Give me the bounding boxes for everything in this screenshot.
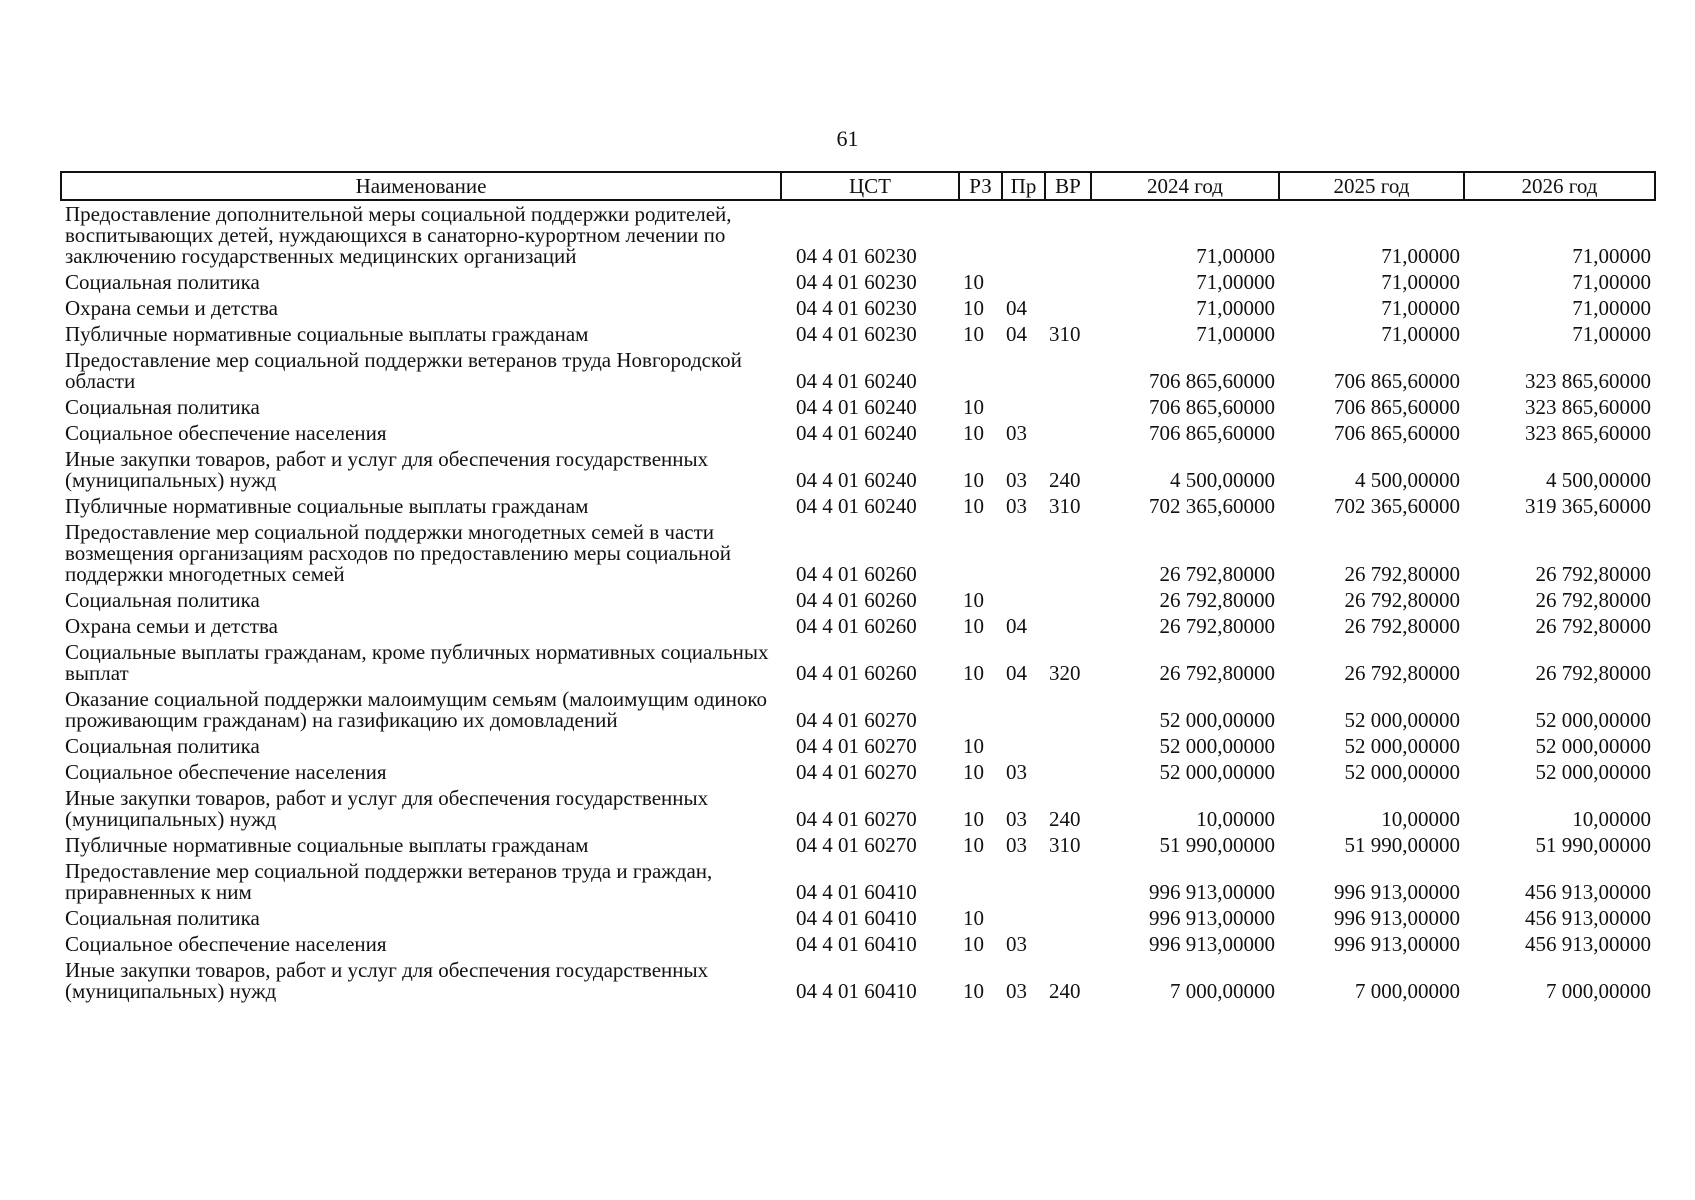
cell-name: Иные закупки товаров, работ и услуг для обеспечения государственных (муниципальных) нужд — [65, 447, 709, 492]
cell-2024: 706 865,60000 — [1149, 395, 1275, 419]
page-number: 61 — [836, 126, 859, 151]
cell-2024: 996 913,00000 — [1149, 932, 1275, 956]
cell-vr: 240 — [1049, 468, 1081, 492]
cell-cst: 04 4 01 60230 — [796, 270, 917, 294]
cell-name: Иные закупки товаров, работ и услуг для обеспечения государственных (муниципальных) нужд — [65, 958, 709, 1003]
cell-pr — [1002, 905, 1045, 931]
table-row — [61, 759, 1655, 785]
table-row — [61, 905, 1655, 931]
cell-vr — [1045, 269, 1091, 295]
cell-pr — [1002, 733, 1045, 759]
cell-name: Охрана семьи и детства — [65, 614, 278, 638]
cell-2026: 456 913,00000 — [1525, 880, 1651, 904]
cell-2025: 71,00000 — [1381, 244, 1460, 268]
cell-cst: 04 4 01 60270 — [796, 833, 917, 857]
cell-name: Социальные выплаты гражданам, кроме публичных нормативных социальных выплат — [65, 640, 769, 685]
cell-2024: 4 500,00000 — [1170, 468, 1275, 492]
table-row — [61, 420, 1655, 446]
cell-2025: 702 365,60000 — [1334, 494, 1460, 518]
cell-2026: 71,00000 — [1572, 322, 1651, 346]
cell-2025: 4 500,00000 — [1355, 468, 1460, 492]
cell-vr: 310 — [1049, 494, 1081, 518]
cell-vr — [1045, 905, 1091, 931]
cell-pr — [1002, 394, 1045, 420]
table-row — [61, 733, 1655, 759]
header-2025: 2025 год — [1279, 172, 1464, 200]
cell-2024: 996 913,00000 — [1149, 906, 1275, 930]
cell-2025: 26 792,80000 — [1344, 661, 1460, 685]
header-rz: РЗ — [959, 172, 1002, 200]
table-row — [61, 832, 1655, 858]
cell-name: Оказание социальной поддержки малоимущим семьям (малоимущим одиноко проживающим гражданам) на газификацию их домовладений — [65, 687, 768, 732]
table-row — [61, 587, 1655, 613]
cell-2024: 996 913,00000 — [1149, 880, 1275, 904]
cell-2025: 996 913,00000 — [1334, 880, 1460, 904]
cell-name: Предоставление мер социальной поддержки многодетных семей в части возмещения организациям расходов по предоставлению меры социальной поддержки многодетных семей — [65, 520, 731, 586]
cell-vr — [1045, 420, 1091, 446]
cell-2026: 7 000,00000 — [1546, 979, 1651, 1003]
cell-2026: 26 792,80000 — [1535, 614, 1651, 638]
cell-pr: 04 — [1006, 322, 1027, 346]
cell-name: Предоставление мер социальной поддержки ветеранов труда и граждан, приравненных к ним — [65, 859, 713, 904]
cell-vr — [1045, 587, 1091, 613]
cell-cst: 04 4 01 60260 — [796, 588, 917, 612]
cell-2025: 996 913,00000 — [1334, 906, 1460, 930]
cell-vr: 240 — [1049, 807, 1081, 831]
cell-2026: 323 865,60000 — [1525, 421, 1651, 445]
table-header-row — [61, 172, 1655, 200]
cell-cst: 04 4 01 60230 — [796, 322, 917, 346]
cell-vr — [1045, 295, 1091, 321]
cell-2026: 319 365,60000 — [1525, 494, 1651, 518]
cell-2025: 706 865,60000 — [1334, 421, 1460, 445]
cell-pr — [1002, 519, 1045, 587]
cell-2025: 26 792,80000 — [1344, 562, 1460, 586]
cell-2025: 51 990,00000 — [1344, 833, 1460, 857]
cell-name: Публичные нормативные социальные выплаты гражданам — [65, 494, 589, 518]
cell-pr: 03 — [1006, 807, 1027, 831]
cell-cst: 04 4 01 60240 — [796, 395, 917, 419]
header-2026: 2026 год — [1464, 172, 1655, 200]
cell-cst: 04 4 01 60410 — [796, 979, 917, 1003]
cell-2024: 10,00000 — [1196, 807, 1275, 831]
cell-name: Социальное обеспечение населения — [65, 421, 387, 445]
header-2024: 2024 год — [1091, 172, 1279, 200]
cell-2026: 51 990,00000 — [1535, 833, 1651, 857]
cell-cst: 04 4 01 60240 — [796, 468, 917, 492]
header-vr: ВР — [1045, 172, 1091, 200]
cell-name: Предоставление дополнительной меры социальной поддержки родителей, воспитывающих детей, нуждающихся в санаторно-курортном лечении по заключению государственных медицинских организаций — [65, 202, 732, 268]
cell-2025: 706 865,60000 — [1334, 395, 1460, 419]
cell-name: Социальное обеспечение населения — [65, 932, 387, 956]
table-row — [61, 686, 1655, 733]
header-cst: ЦСТ — [781, 172, 959, 200]
cell-2024: 71,00000 — [1196, 296, 1275, 320]
cell-2024: 51 990,00000 — [1159, 833, 1275, 857]
cell-2024: 26 792,80000 — [1159, 661, 1275, 685]
cell-name: Иные закупки товаров, работ и услуг для обеспечения государственных (муниципальных) нужд — [65, 786, 709, 831]
cell-2025: 26 792,80000 — [1344, 614, 1460, 638]
cell-name: Публичные нормативные социальные выплаты гражданам — [65, 322, 589, 346]
cell-vr — [1045, 613, 1091, 639]
cell-name: Социальная политика — [65, 270, 260, 294]
cell-rz: 10 — [963, 833, 984, 857]
cell-2024: 71,00000 — [1196, 322, 1275, 346]
table-row — [61, 639, 1655, 686]
cell-2025: 996 913,00000 — [1334, 932, 1460, 956]
table-row — [61, 785, 1655, 832]
cell-rz: 10 — [963, 932, 984, 956]
cell-rz: 10 — [963, 494, 984, 518]
table-row — [61, 200, 1655, 269]
cell-2025: 71,00000 — [1381, 296, 1460, 320]
header-pr: Пр — [1002, 172, 1045, 200]
cell-pr — [1002, 200, 1045, 269]
cell-pr: 04 — [1006, 614, 1027, 638]
cell-cst: 04 4 01 60410 — [796, 932, 917, 956]
cell-vr — [1045, 347, 1091, 394]
cell-rz — [959, 200, 1002, 269]
cell-pr — [1002, 347, 1045, 394]
cell-2025: 7 000,00000 — [1355, 979, 1460, 1003]
cell-2026: 26 792,80000 — [1535, 588, 1651, 612]
cell-2025: 706 865,60000 — [1334, 369, 1460, 393]
cell-2024: 71,00000 — [1196, 270, 1275, 294]
table-row — [61, 347, 1655, 394]
cell-name: Публичные нормативные социальные выплаты гражданам — [65, 833, 589, 857]
table-row — [61, 446, 1655, 493]
cell-rz: 10 — [963, 614, 984, 638]
cell-2024: 71,00000 — [1196, 244, 1275, 268]
cell-vr — [1045, 733, 1091, 759]
cell-cst: 04 4 01 60270 — [796, 760, 917, 784]
cell-2026: 323 865,60000 — [1525, 369, 1651, 393]
cell-vr — [1045, 519, 1091, 587]
cell-pr: 03 — [1006, 979, 1027, 1003]
cell-2024: 52 000,00000 — [1159, 708, 1275, 732]
cell-rz: 10 — [963, 734, 984, 758]
cell-pr: 04 — [1006, 296, 1027, 320]
cell-2024: 52 000,00000 — [1159, 760, 1275, 784]
cell-name: Предоставление мер социальной поддержки ветеранов труда Новгородской области — [65, 348, 742, 393]
cell-rz — [959, 519, 1002, 587]
cell-2026: 26 792,80000 — [1535, 562, 1651, 586]
cell-rz — [959, 686, 1002, 733]
cell-cst: 04 4 01 60270 — [796, 708, 917, 732]
cell-rz: 10 — [963, 588, 984, 612]
cell-2025: 52 000,00000 — [1344, 708, 1460, 732]
cell-cst: 04 4 01 60410 — [796, 880, 917, 904]
cell-pr: 03 — [1006, 468, 1027, 492]
cell-rz — [959, 858, 1002, 905]
cell-name: Социальная политика — [65, 734, 260, 758]
cell-rz: 10 — [963, 296, 984, 320]
cell-pr: 03 — [1006, 494, 1027, 518]
cell-rz: 10 — [963, 661, 984, 685]
cell-cst: 04 4 01 60270 — [796, 807, 917, 831]
table-row — [61, 519, 1655, 587]
cell-name: Социальная политика — [65, 395, 260, 419]
cell-cst: 04 4 01 60230 — [796, 244, 917, 268]
cell-rz: 10 — [963, 906, 984, 930]
cell-pr — [1002, 269, 1045, 295]
cell-vr: 310 — [1049, 833, 1081, 857]
cell-2024: 7 000,00000 — [1170, 979, 1275, 1003]
cell-2024: 26 792,80000 — [1159, 614, 1275, 638]
cell-pr: 03 — [1006, 833, 1027, 857]
budget-table — [60, 171, 1656, 1004]
cell-rz: 10 — [963, 421, 984, 445]
cell-pr — [1002, 858, 1045, 905]
cell-pr: 03 — [1006, 760, 1027, 784]
cell-cst: 04 4 01 60270 — [796, 734, 917, 758]
cell-2026: 71,00000 — [1572, 270, 1651, 294]
cell-2024: 706 865,60000 — [1149, 421, 1275, 445]
cell-pr: 03 — [1006, 421, 1027, 445]
cell-2026: 4 500,00000 — [1546, 468, 1651, 492]
cell-vr — [1045, 931, 1091, 957]
cell-vr — [1045, 200, 1091, 269]
cell-cst: 04 4 01 60240 — [796, 494, 917, 518]
cell-cst: 04 4 01 60260 — [796, 562, 917, 586]
cell-2026: 456 913,00000 — [1525, 932, 1651, 956]
table-row — [61, 295, 1655, 321]
table-row — [61, 613, 1655, 639]
cell-2026: 52 000,00000 — [1535, 734, 1651, 758]
cell-2025: 71,00000 — [1381, 270, 1460, 294]
cell-pr — [1002, 587, 1045, 613]
cell-rz: 10 — [963, 468, 984, 492]
cell-rz: 10 — [963, 760, 984, 784]
cell-cst: 04 4 01 60240 — [796, 421, 917, 445]
cell-2026: 71,00000 — [1572, 244, 1651, 268]
cell-vr — [1045, 759, 1091, 785]
cell-cst: 04 4 01 60260 — [796, 614, 917, 638]
cell-vr — [1045, 686, 1091, 733]
cell-name: Социальная политика — [65, 588, 260, 612]
cell-pr: 03 — [1006, 932, 1027, 956]
table-row — [61, 321, 1655, 347]
cell-cst: 04 4 01 60240 — [796, 369, 917, 393]
cell-2026: 71,00000 — [1572, 296, 1651, 320]
cell-2026: 52 000,00000 — [1535, 760, 1651, 784]
cell-2025: 71,00000 — [1381, 322, 1460, 346]
cell-2025: 10,00000 — [1381, 807, 1460, 831]
cell-2024: 26 792,80000 — [1159, 562, 1275, 586]
table-row — [61, 931, 1655, 957]
cell-pr: 04 — [1006, 661, 1027, 685]
cell-2025: 26 792,80000 — [1344, 588, 1460, 612]
cell-rz: 10 — [963, 807, 984, 831]
cell-rz: 10 — [963, 322, 984, 346]
cell-vr: 240 — [1049, 979, 1081, 1003]
cell-2024: 52 000,00000 — [1159, 734, 1275, 758]
cell-2026: 26 792,80000 — [1535, 661, 1651, 685]
cell-vr — [1045, 394, 1091, 420]
table-row — [61, 269, 1655, 295]
cell-vr — [1045, 858, 1091, 905]
table-row — [61, 858, 1655, 905]
cell-rz: 10 — [963, 270, 984, 294]
cell-cst: 04 4 01 60260 — [796, 661, 917, 685]
cell-name: Социальное обеспечение населения — [65, 760, 387, 784]
table-row — [61, 957, 1655, 1004]
cell-2024: 26 792,80000 — [1159, 588, 1275, 612]
cell-cst: 04 4 01 60410 — [796, 906, 917, 930]
cell-vr: 320 — [1049, 661, 1081, 685]
table-body — [61, 200, 1655, 1004]
cell-cst: 04 4 01 60230 — [796, 296, 917, 320]
table-row — [61, 394, 1655, 420]
cell-vr: 310 — [1049, 322, 1081, 346]
cell-rz: 10 — [963, 979, 984, 1003]
cell-2025: 52 000,00000 — [1344, 734, 1460, 758]
cell-2026: 52 000,00000 — [1535, 708, 1651, 732]
cell-rz — [959, 347, 1002, 394]
cell-2025: 52 000,00000 — [1344, 760, 1460, 784]
cell-2024: 702 365,60000 — [1149, 494, 1275, 518]
cell-name: Охрана семьи и детства — [65, 296, 278, 320]
cell-2026: 323 865,60000 — [1525, 395, 1651, 419]
cell-name: Социальная политика — [65, 906, 260, 930]
cell-2026: 456 913,00000 — [1525, 906, 1651, 930]
header-name: Наименование — [61, 172, 781, 200]
cell-2024: 706 865,60000 — [1149, 369, 1275, 393]
cell-rz: 10 — [963, 395, 984, 419]
cell-2026: 10,00000 — [1572, 807, 1651, 831]
table-row — [61, 493, 1655, 519]
cell-pr — [1002, 686, 1045, 733]
